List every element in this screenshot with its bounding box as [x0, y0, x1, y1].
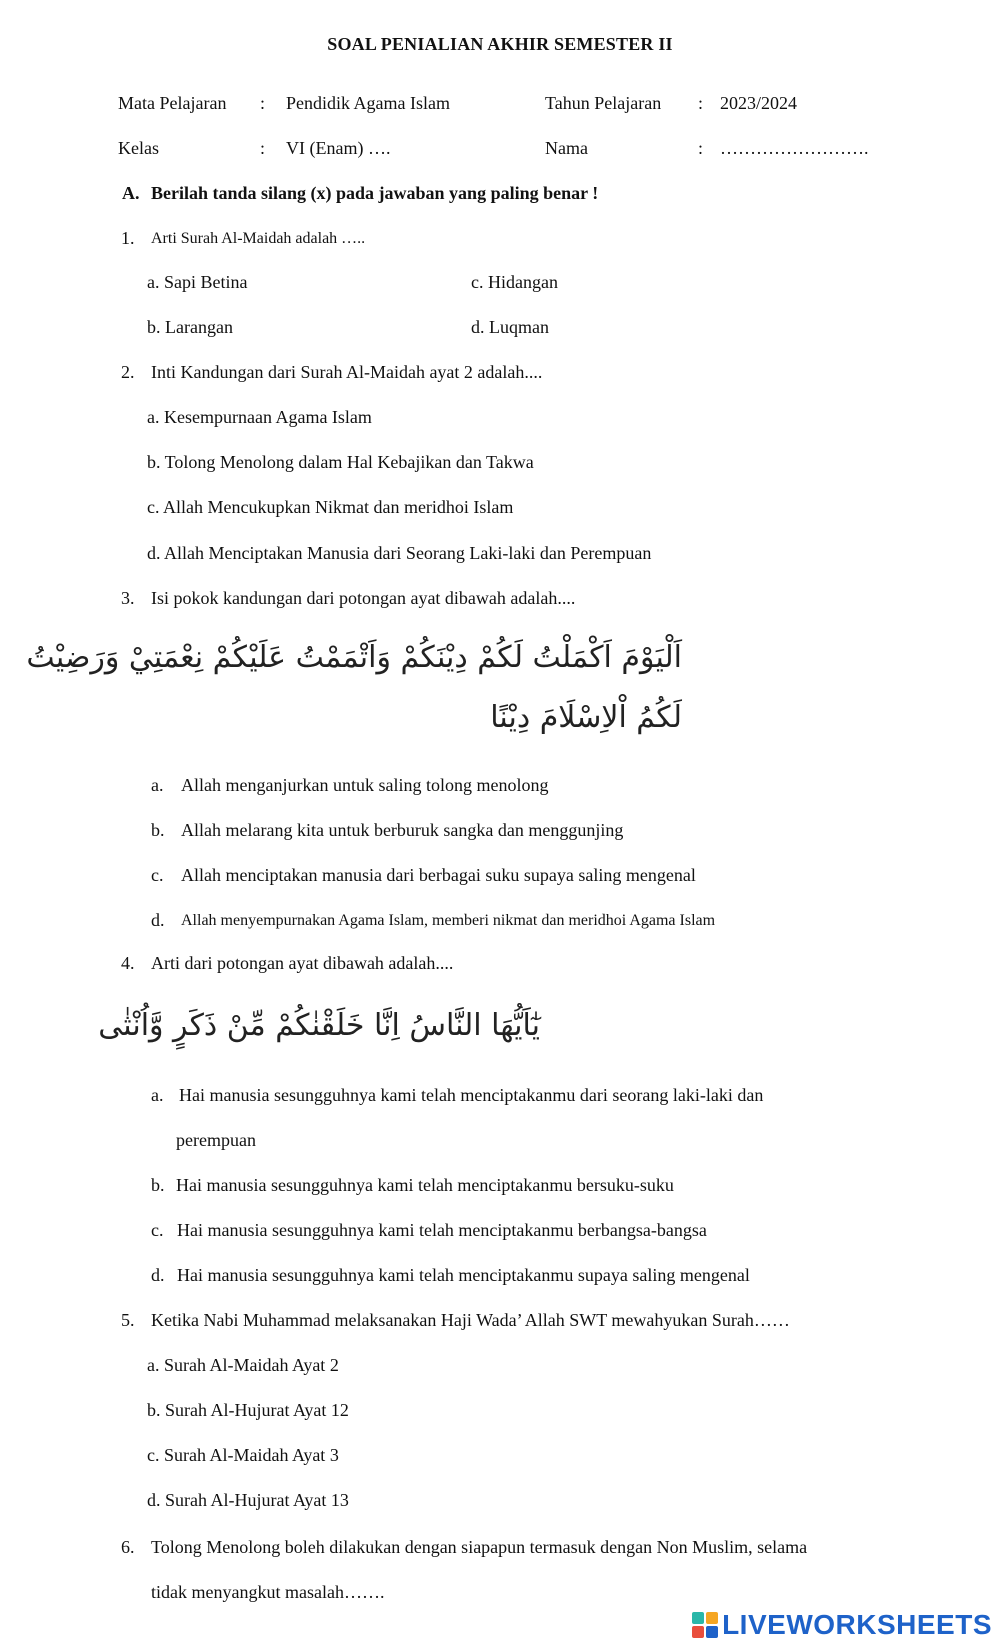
option-a[interactable]: Allah menganjurkan untuk saling tolong menolong	[181, 775, 549, 795]
option-a[interactable]: a. Kesempurnaan Agama Islam	[147, 407, 372, 427]
year-label: Tahun Pelajaran	[545, 93, 662, 113]
class-colon: :	[260, 138, 266, 158]
option-a-continuation[interactable]: perempuan	[176, 1130, 256, 1150]
arabic-verse-line-2: لَكُمُ اْلاِسْلَامَ دِيْنًا	[490, 700, 682, 735]
question-text: Arti dari potongan ayat dibawah adalah....	[151, 953, 454, 973]
option-d[interactable]: d. Luqman	[471, 317, 549, 337]
option-a[interactable]: a. Sapi Betina	[147, 272, 248, 292]
question-number: 3.	[121, 588, 135, 608]
question-text: Ketika Nabi Muhammad melaksanakan Haji Wada’ Allah SWT mewahyukan Surah……	[151, 1310, 790, 1330]
subject-colon: :	[260, 93, 266, 113]
option-a[interactable]: a. Surah Al-Maidah Ayat 2	[147, 1355, 339, 1375]
year-colon: :	[698, 93, 704, 113]
option-d[interactable]: Hai manusia sesungguhnya kami telah menciptakanmu supaya saling mengenal	[177, 1265, 750, 1285]
name-colon: :	[698, 138, 704, 158]
section-instruction: Berilah tanda silang (x) pada jawaban yang paling benar !	[151, 183, 599, 203]
arabic-verse-line-1: اَلْيَوْمَ اَكْمَلْتُ لَكُمْ دِيْنَكُمْ وَاَتْمَمْتُ عَلَيْكُمْ نِعْمَتِيْ وَرَضِيْتُ	[26, 640, 682, 675]
question-number: 5.	[121, 1310, 135, 1330]
option-b[interactable]: Allah melarang kita untuk berburuk sangka dan menggunjing	[181, 820, 624, 840]
option-d-letter: d.	[151, 910, 165, 930]
question-text-continuation: tidak menyangkut masalah…….	[151, 1582, 385, 1602]
subject-label: Mata Pelajaran	[118, 93, 227, 113]
question-number: 1.	[121, 228, 135, 248]
liveworksheets-brand[interactable]	[692, 1609, 992, 1641]
name-field[interactable]: …………………….	[720, 138, 869, 158]
class-value: VI (Enam) ….	[286, 138, 391, 158]
question-number: 2.	[121, 362, 135, 382]
option-b[interactable]: b. Surah Al-Hujurat Ayat 12	[147, 1400, 349, 1420]
brand-name: LIVEWORKSHEETS	[722, 1609, 992, 1640]
section-label: A.	[122, 183, 140, 203]
year-value: 2023/2024	[720, 93, 798, 113]
question-text: Isi pokok kandungan dari potongan ayat dibawah adalah....	[151, 588, 576, 608]
option-c[interactable]: c. Hidangan	[471, 272, 558, 292]
class-label: Kelas	[118, 138, 159, 158]
option-d-letter: d.	[151, 1265, 165, 1285]
option-b-letter: b.	[151, 1175, 165, 1195]
option-c[interactable]: c. Surah Al-Maidah Ayat 3	[147, 1445, 339, 1465]
option-a-letter: a.	[151, 1085, 164, 1105]
question-text: Tolong Menolong boleh dilakukan dengan siapapun termasuk dengan Non Muslim, selama	[151, 1537, 808, 1557]
question-text: Arti Surah Al-Maidah adalah …..	[151, 230, 366, 247]
option-c[interactable]: Allah menciptakan manusia dari berbagai suku supaya saling mengenal	[181, 865, 696, 885]
name-label: Nama	[545, 138, 588, 158]
option-b[interactable]: b. Larangan	[147, 317, 233, 337]
option-d[interactable]: d. Surah Al-Hujurat Ayat 13	[147, 1490, 349, 1510]
option-c[interactable]: Hai manusia sesungguhnya kami telah menciptakanmu berbangsa-bangsa	[177, 1220, 707, 1240]
option-c[interactable]: c. Allah Mencukupkan Nikmat dan meridhoi Islam	[147, 497, 514, 517]
arabic-verse-line-1: يٰٓاَيُّهَا النَّاسُ اِنَّا خَلَقْنٰكُمْ مِّنْ ذَكَرٍ وَّاُنْثٰى	[98, 1008, 540, 1043]
option-a[interactable]: Hai manusia sesungguhnya kami telah menciptakanmu dari seorang laki-laki dan	[179, 1085, 764, 1105]
liveworksheets-logo-icon	[692, 1612, 718, 1638]
option-b[interactable]: Hai manusia sesungguhnya kami telah menciptakanmu bersuku-suku	[176, 1175, 674, 1195]
option-c-letter: c.	[151, 865, 164, 885]
option-c-letter: c.	[151, 1220, 164, 1240]
question-text: Inti Kandungan dari Surah Al-Maidah ayat 2 adalah....	[151, 362, 543, 382]
option-b[interactable]: b. Tolong Menolong dalam Hal Kebajikan dan Takwa	[147, 452, 534, 472]
option-a-letter: a.	[151, 775, 164, 795]
option-b-letter: b.	[151, 820, 165, 840]
question-number: 4.	[121, 953, 135, 973]
option-d[interactable]: d. Allah Menciptakan Manusia dari Seorang Laki-laki dan Perempuan	[147, 543, 652, 563]
question-number: 6.	[121, 1537, 135, 1557]
subject-value: Pendidik Agama Islam	[286, 93, 450, 113]
page-title: SOAL PENIALIAN AKHIR SEMESTER II	[327, 34, 673, 54]
option-d[interactable]: Allah menyempurnakan Agama Islam, memberi nikmat dan meridhoi Agama Islam	[181, 912, 716, 929]
